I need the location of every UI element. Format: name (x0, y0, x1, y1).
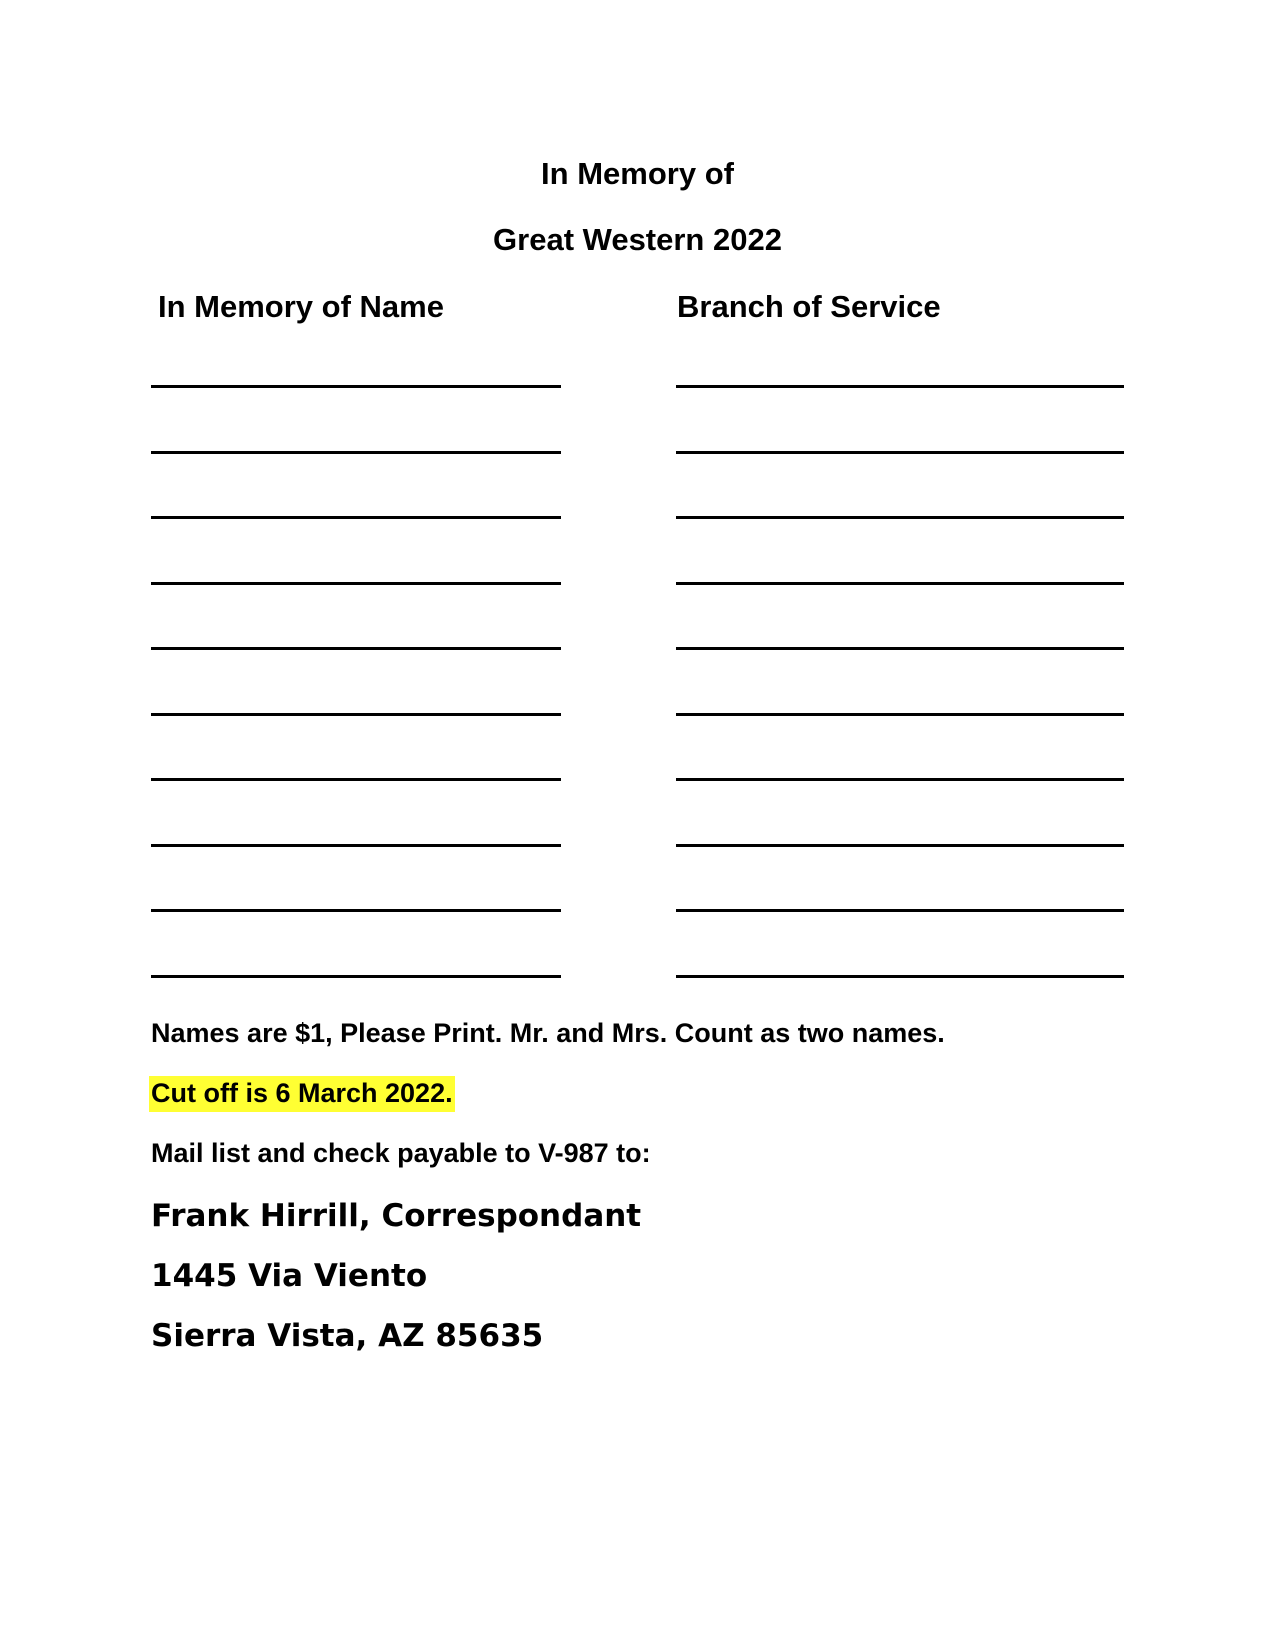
branch-blank-line (676, 844, 1124, 847)
name-blank-line (151, 451, 561, 454)
branch-blank-line (676, 647, 1124, 650)
name-blank-line (151, 516, 561, 519)
cutoff-highlight: Cut off is 6 March 2022. (149, 1076, 455, 1112)
name-blank-line (151, 582, 561, 585)
address-city-state-zip: Sierra Vista, AZ 85635 (151, 1318, 544, 1354)
pricing-note: Names are $1, Please Print. Mr. and Mrs. Count as two names. (151, 1018, 945, 1048)
branch-blank-line (676, 451, 1124, 454)
branch-blank-line (676, 385, 1124, 388)
name-column-header: In Memory of Name (158, 289, 444, 324)
name-blank-line (151, 975, 561, 978)
branch-blank-line (676, 975, 1124, 978)
branch-blank-line (676, 713, 1124, 716)
branch-blank-line (676, 516, 1124, 519)
name-blank-line (151, 385, 561, 388)
branch-column-header: Branch of Service (677, 289, 941, 324)
address-street: 1445 Via Viento (151, 1258, 428, 1294)
name-blank-line (151, 647, 561, 650)
cutoff-note (151, 1076, 455, 1110)
name-blank-line (151, 713, 561, 716)
name-blank-line (151, 844, 561, 847)
name-blank-line (151, 909, 561, 912)
branch-blank-line (676, 778, 1124, 781)
mail-instructions: Mail list and check payable to V-987 to: (151, 1138, 651, 1168)
form-subtitle: Great Western 2022 (493, 222, 782, 257)
address-name: Frank Hirrill, Correspondant (151, 1198, 642, 1234)
name-blank-line (151, 778, 561, 781)
branch-blank-line (676, 909, 1124, 912)
branch-blank-line (676, 582, 1124, 585)
form-title: In Memory of (541, 156, 734, 191)
